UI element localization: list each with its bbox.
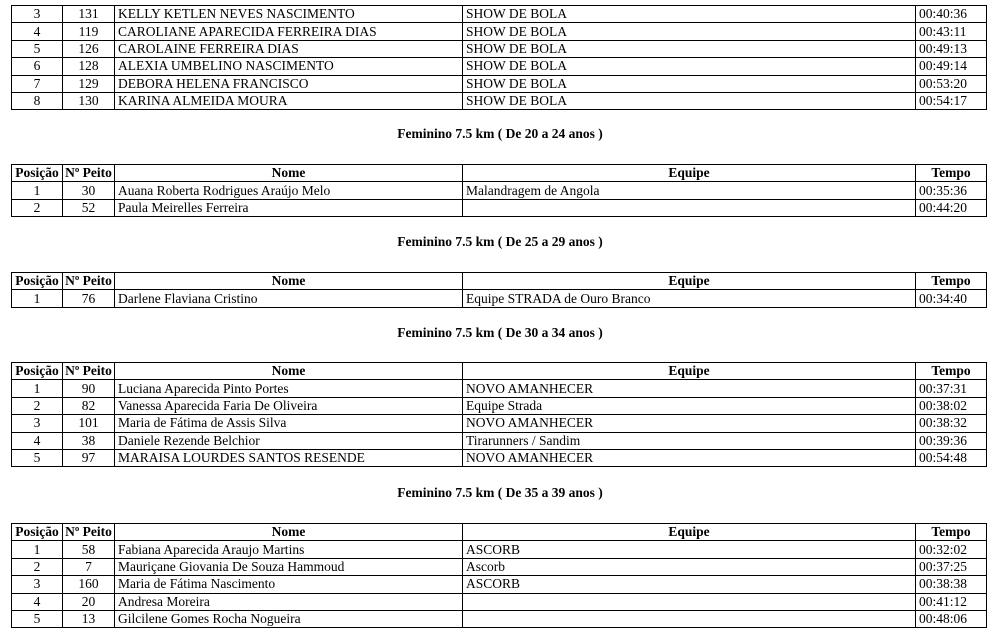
cell-equipe: ASCORB [463,576,916,593]
table-row [12,415,987,432]
cell-equipe: Ascorb [463,558,916,575]
cell-nome: Fabiana Aparecida Araujo Martins [115,541,463,558]
table-row [12,541,987,558]
header-posicao: Posição [12,363,63,380]
cell-equipe: SHOW DE BOLA [463,40,916,57]
cell-nome: KELLY KETLEN NEVES NASCIMENTO [115,6,463,23]
cell-nome: ALEXIA UMBELINO NASCIMENTO [115,58,463,75]
cell-nome: CAROLAINE FERREIRA DIAS [115,40,463,57]
table-row [12,23,987,40]
header-posicao: Posição [12,165,63,182]
cell-posicao: 3 [12,6,63,23]
cell-tempo: 00:38:02 [916,397,987,414]
table-body [12,182,987,217]
table-row [12,290,987,307]
header-posicao: Posição [12,273,63,290]
cell-peito: 160 [63,576,115,593]
cell-equipe: SHOW DE BOLA [463,23,916,40]
cell-peito: 76 [63,290,115,307]
cell-equipe [463,199,916,216]
header-equipe: Equipe [463,273,916,290]
cell-tempo: 00:44:20 [916,199,987,216]
cell-peito: 58 [63,541,115,558]
cell-equipe [463,593,916,610]
cell-peito: 13 [63,610,115,627]
cell-posicao: 2 [12,199,63,216]
cell-peito: 119 [63,23,115,40]
header-equipe: Equipe [463,363,916,380]
cell-tempo: 00:35:36 [916,182,987,199]
cell-equipe: Tirarunners / Sandim [463,432,916,449]
cell-tempo: 00:48:06 [916,610,987,627]
section-title-20-24: Feminino 7.5 km ( De 20 a 24 anos ) [397,126,603,141]
cell-equipe: ASCORB [463,541,916,558]
cell-peito: 128 [63,58,115,75]
cell-tempo: 00:43:11 [916,23,987,40]
header-nome: Nome [115,273,463,290]
header-nome: Nome [115,524,463,541]
cell-tempo: 00:54:17 [916,92,987,109]
cell-equipe: NOVO AMANHECER [463,380,916,397]
cell-peito: 52 [63,199,115,216]
cell-peito: 82 [63,397,115,414]
cell-posicao: 2 [12,558,63,575]
cell-nome: Mauriçane Giovania De Souza Hammoud [115,558,463,575]
cell-posicao: 1 [12,541,63,558]
header-equipe: Equipe [463,165,916,182]
table-row [12,182,987,199]
header-tempo: Tempo [916,363,987,380]
section-title-25-29: Feminino 7.5 km ( De 25 a 29 anos ) [397,234,603,249]
cell-nome: Vanessa Aparecida Faria De Oliveira [115,397,463,414]
cell-peito: 38 [63,432,115,449]
cell-posicao: 3 [12,415,63,432]
header-peito: Nº Peito [63,524,115,541]
cell-nome: KARINA ALMEIDA MOURA [115,92,463,109]
results-table-20-24 [11,164,987,217]
cell-posicao: 1 [12,290,63,307]
table-row [12,432,987,449]
cell-nome: Paula Meirelles Ferreira [115,199,463,216]
table-row [12,576,987,593]
cell-tempo: 00:49:14 [916,58,987,75]
cell-equipe [463,610,916,627]
cell-tempo: 00:49:13 [916,40,987,57]
cell-tempo: 00:34:40 [916,290,987,307]
cell-equipe: SHOW DE BOLA [463,6,916,23]
cell-nome: Darlene Flaviana Cristino [115,290,463,307]
cell-peito: 30 [63,182,115,199]
cell-nome: CAROLIANE APARECIDA FERREIRA DIAS [115,23,463,40]
cell-tempo: 00:54:48 [916,449,987,466]
cell-posicao: 8 [12,92,63,109]
table-row [12,558,987,575]
cell-nome: Andresa Moreira [115,593,463,610]
cell-nome: DEBORA HELENA FRANCISCO [115,75,463,92]
cell-posicao: 2 [12,397,63,414]
cell-peito: 7 [63,558,115,575]
header-tempo: Tempo [916,524,987,541]
cell-tempo: 00:40:36 [916,6,987,23]
table-row [12,58,987,75]
cell-peito: 130 [63,92,115,109]
table-row [12,92,987,109]
results-table-35-39 [11,523,987,628]
cell-posicao: 5 [12,610,63,627]
cell-tempo: 00:53:20 [916,75,987,92]
table-body [12,290,987,307]
cell-equipe: Malandragem de Angola [463,182,916,199]
table-row [12,75,987,92]
cell-equipe: Equipe STRADA de Ouro Branco [463,290,916,307]
cell-posicao: 4 [12,593,63,610]
header-peito: Nº Peito [63,363,115,380]
table-row [12,199,987,216]
table-row [12,397,987,414]
cell-peito: 129 [63,75,115,92]
header-tempo: Tempo [916,273,987,290]
cell-nome: Auana Roberta Rodrigues Araújo Melo [115,182,463,199]
table-row [12,380,987,397]
cell-nome: Maria de Fátima de Assis Silva [115,415,463,432]
table-row [12,40,987,57]
cell-peito: 97 [63,449,115,466]
cell-tempo: 00:32:02 [916,541,987,558]
table-body [12,6,987,110]
cell-equipe: NOVO AMANHECER [463,415,916,432]
cell-peito: 101 [63,415,115,432]
cell-posicao: 1 [12,380,63,397]
table-body [12,380,987,467]
section-title-30-34: Feminino 7.5 km ( De 30 a 34 anos ) [397,325,603,340]
cell-posicao: 3 [12,576,63,593]
table-body [12,541,987,628]
section-title-35-39: Feminino 7.5 km ( De 35 a 39 anos ) [397,485,603,500]
cell-peito: 90 [63,380,115,397]
cell-equipe: NOVO AMANHECER [463,449,916,466]
header-row [12,363,987,380]
cell-peito: 131 [63,6,115,23]
cell-nome: Maria de Fátima Nascimento [115,576,463,593]
results-table-30-34 [11,362,987,467]
cell-tempo: 00:37:31 [916,380,987,397]
table-row [12,610,987,627]
table-row [12,449,987,466]
cell-equipe: SHOW DE BOLA [463,75,916,92]
cell-tempo: 00:38:32 [916,415,987,432]
cell-posicao: 5 [12,449,63,466]
header-row [12,165,987,182]
cell-tempo: 00:41:12 [916,593,987,610]
header-nome: Nome [115,165,463,182]
cell-nome: MARAISA LOURDES SANTOS RESENDE [115,449,463,466]
header-row [12,524,987,541]
cell-posicao: 1 [12,182,63,199]
header-posicao: Posição [12,524,63,541]
cell-equipe: SHOW DE BOLA [463,58,916,75]
cell-posicao: 4 [12,432,63,449]
cell-posicao: 4 [12,23,63,40]
cell-nome: Gilcilene Gomes Rocha Nogueira [115,610,463,627]
results-table-continuation [11,5,987,110]
cell-equipe: SHOW DE BOLA [463,92,916,109]
header-equipe: Equipe [463,524,916,541]
cell-tempo: 00:38:38 [916,576,987,593]
cell-tempo: 00:37:25 [916,558,987,575]
cell-posicao: 7 [12,75,63,92]
cell-peito: 126 [63,40,115,57]
cell-peito: 20 [63,593,115,610]
table-row [12,593,987,610]
header-peito: Nº Peito [63,165,115,182]
header-row [12,273,987,290]
header-nome: Nome [115,363,463,380]
cell-posicao: 6 [12,58,63,75]
results-table-25-29 [11,272,987,308]
cell-posicao: 5 [12,40,63,57]
cell-equipe: Equipe Strada [463,397,916,414]
table-row [12,6,987,23]
cell-tempo: 00:39:36 [916,432,987,449]
cell-nome: Daniele Rezende Belchior [115,432,463,449]
header-tempo: Tempo [916,165,987,182]
cell-nome: Luciana Aparecida Pinto Portes [115,380,463,397]
header-peito: Nº Peito [63,273,115,290]
